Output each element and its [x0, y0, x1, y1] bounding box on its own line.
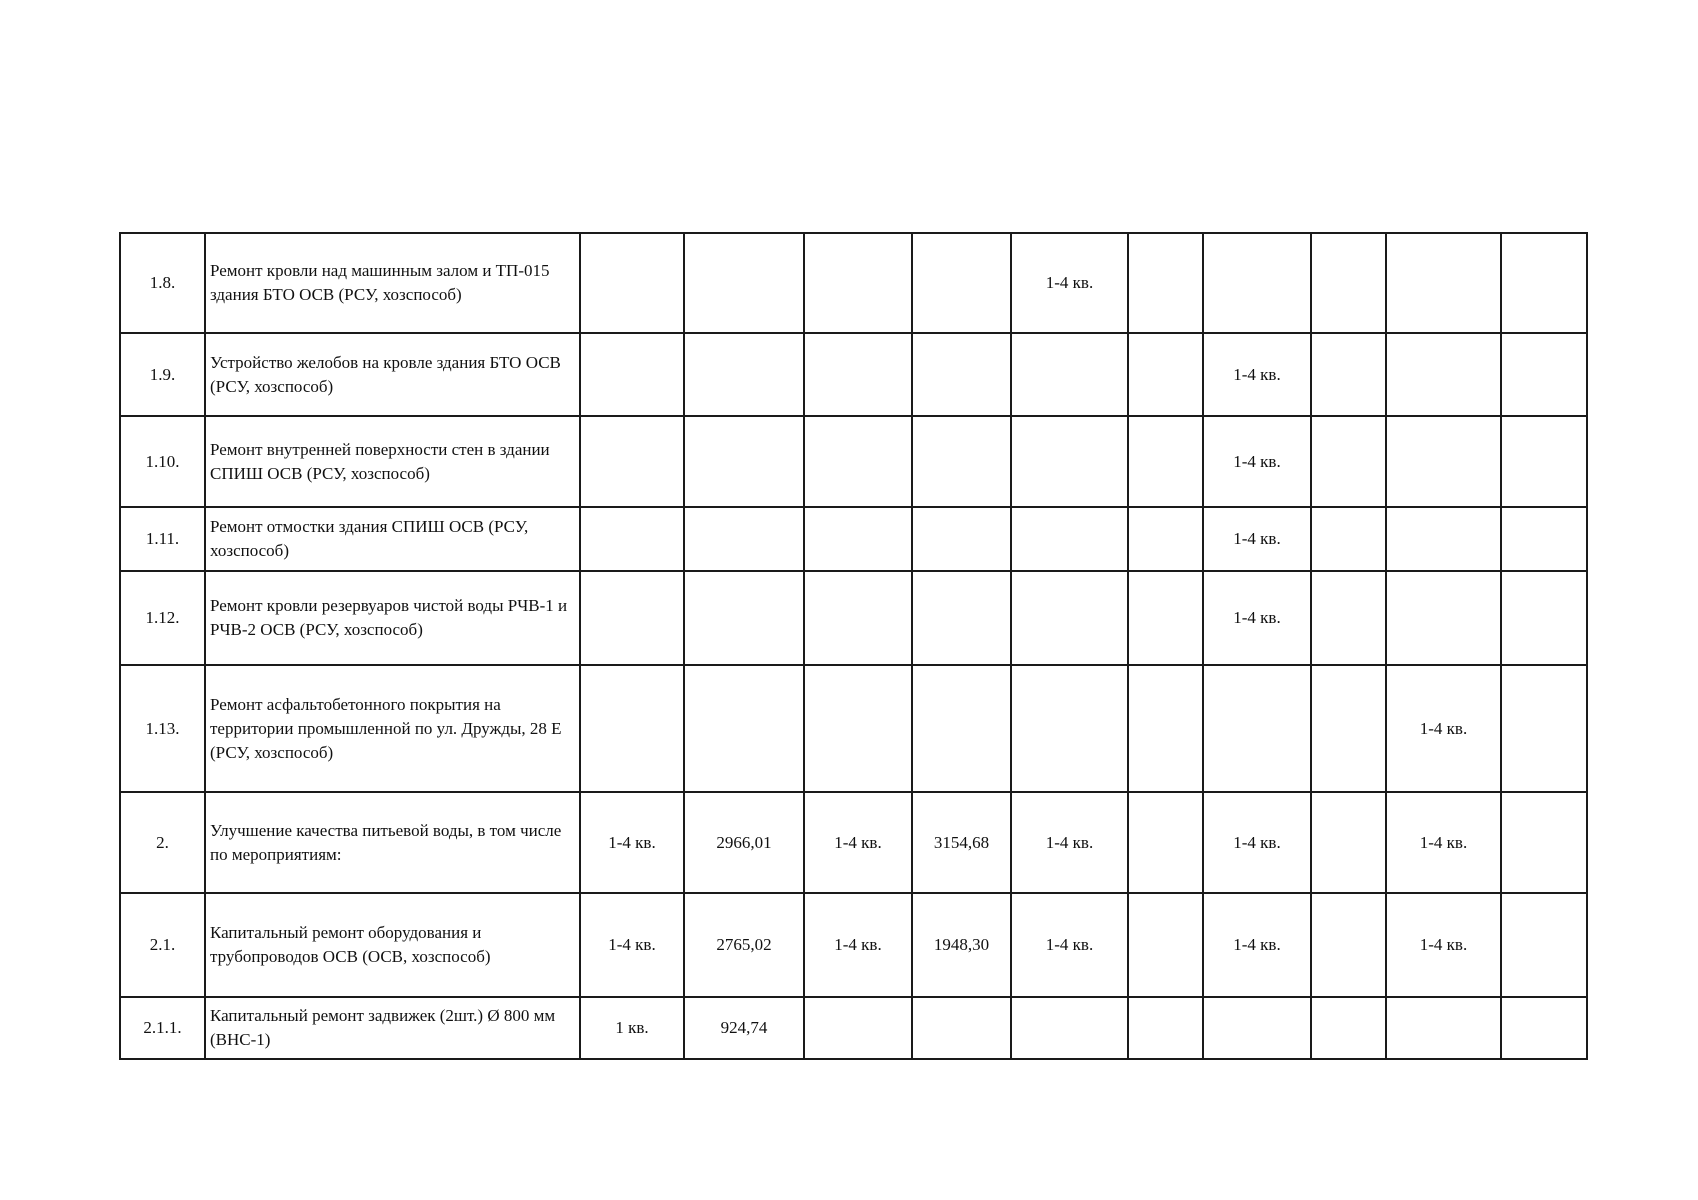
table-cell: [1128, 792, 1203, 893]
table-row: [120, 233, 1587, 333]
table-cell: [1311, 893, 1386, 997]
table-cell: [912, 665, 1011, 792]
table-cell: [1386, 507, 1501, 571]
table-cell: [1128, 333, 1203, 416]
table-cell: [1501, 571, 1587, 665]
table-cell: [1501, 893, 1587, 997]
table-cell: 2765,02: [684, 893, 804, 997]
table-cell: [580, 571, 684, 665]
table-cell: 1-4 кв.: [804, 893, 912, 997]
table-row: [120, 665, 1587, 792]
row-description: Устройство желобов на кровле здания БТО ОСВ (РСУ, хозспособ): [205, 333, 580, 416]
table-cell: [580, 416, 684, 507]
table-cell: [580, 333, 684, 416]
table-cell: [1311, 997, 1386, 1059]
row-number: 1.8.: [120, 233, 205, 333]
table-cell: [1011, 333, 1128, 416]
table-cell: [1386, 997, 1501, 1059]
table-cell: [1011, 571, 1128, 665]
table-cell: [804, 571, 912, 665]
table-cell: [912, 507, 1011, 571]
table-cell: [580, 233, 684, 333]
table-cell: 2966,01: [684, 792, 804, 893]
row-number: 2.1.: [120, 893, 205, 997]
table-cell: [1386, 571, 1501, 665]
table-cell: [1011, 665, 1128, 792]
table-cell: [684, 665, 804, 792]
table-cell: 1-4 кв.: [1203, 507, 1311, 571]
table-cell: 924,74: [684, 997, 804, 1059]
table-cell: [912, 416, 1011, 507]
row-description: Ремонт внутренней поверхности стен в здании СПИШ ОСВ (РСУ, хозспособ): [205, 416, 580, 507]
table-cell: [1311, 571, 1386, 665]
table-cell: [912, 571, 1011, 665]
table-cell: [1128, 665, 1203, 792]
table-row: [120, 507, 1587, 571]
row-description: Улучшение качества питьевой воды, в том числе по мероприятиям:: [205, 792, 580, 893]
table-cell: [1311, 333, 1386, 416]
table-cell: [684, 333, 804, 416]
row-description: Ремонт отмостки здания СПИШ ОСВ (РСУ, хозспособ): [205, 507, 580, 571]
table-cell: [1501, 333, 1587, 416]
table-cell: [1501, 416, 1587, 507]
table-cell: [1203, 997, 1311, 1059]
table-cell: 1-4 кв.: [1203, 333, 1311, 416]
table-cell: [684, 416, 804, 507]
table-cell: [684, 233, 804, 333]
table-row: [120, 893, 1587, 997]
table-cell: 1 кв.: [580, 997, 684, 1059]
table-row: [120, 997, 1587, 1059]
row-number: 2.: [120, 792, 205, 893]
table-cell: 1-4 кв.: [1011, 233, 1128, 333]
table-cell: [684, 507, 804, 571]
row-number: 2.1.1.: [120, 997, 205, 1059]
table-cell: [1311, 507, 1386, 571]
row-number: 1.9.: [120, 333, 205, 416]
table-cell: [804, 507, 912, 571]
table-cell: [912, 233, 1011, 333]
table-cell: [804, 416, 912, 507]
table-cell: [804, 665, 912, 792]
table-cell: 1-4 кв.: [580, 792, 684, 893]
table-row: [120, 792, 1587, 893]
row-description: Капитальный ремонт оборудования и трубопроводов ОСВ (ОСВ, хозспособ): [205, 893, 580, 997]
table-cell: [1311, 665, 1386, 792]
table-cell: [1011, 416, 1128, 507]
table-cell: [580, 665, 684, 792]
table-cell: [1011, 507, 1128, 571]
table-cell: [1203, 233, 1311, 333]
table-cell: [1386, 333, 1501, 416]
table-cell: [1311, 416, 1386, 507]
table-cell: 3154,68: [912, 792, 1011, 893]
table-cell: 1-4 кв.: [1386, 792, 1501, 893]
table-cell: 1-4 кв.: [580, 893, 684, 997]
table-cell: [1203, 665, 1311, 792]
table-cell: [1311, 792, 1386, 893]
table-cell: 1-4 кв.: [804, 792, 912, 893]
table-row: [120, 416, 1587, 507]
table-cell: [1501, 792, 1587, 893]
table-cell: 1-4 кв.: [1011, 792, 1128, 893]
table-cell: [912, 333, 1011, 416]
table-cell: 1-4 кв.: [1203, 416, 1311, 507]
table-cell: [1501, 665, 1587, 792]
table-cell: [1128, 416, 1203, 507]
row-number: 1.12.: [120, 571, 205, 665]
table-cell: [580, 507, 684, 571]
table-cell: [1128, 997, 1203, 1059]
table-row: [120, 571, 1587, 665]
row-number: 1.13.: [120, 665, 205, 792]
table-cell: 1-4 кв.: [1203, 792, 1311, 893]
table-cell: [1311, 233, 1386, 333]
table-cell: [1386, 233, 1501, 333]
table-cell: [1128, 893, 1203, 997]
table-cell: 1948,30: [912, 893, 1011, 997]
table-cell: [684, 571, 804, 665]
row-number: 1.11.: [120, 507, 205, 571]
table-cell: 1-4 кв.: [1203, 571, 1311, 665]
table-cell: [1501, 233, 1587, 333]
row-description: Капитальный ремонт задвижек (2шт.) Ø 800 мм (ВНС-1): [205, 997, 580, 1059]
table-cell: [1501, 997, 1587, 1059]
table-cell: [1011, 997, 1128, 1059]
row-description: Ремонт кровли резервуаров чистой воды РЧВ-1 и РЧВ-2 ОСВ (РСУ, хозспособ): [205, 571, 580, 665]
table-cell: [912, 997, 1011, 1059]
row-number: 1.10.: [120, 416, 205, 507]
table-cell: [1128, 233, 1203, 333]
table-cell: [804, 233, 912, 333]
table-cell: [1386, 416, 1501, 507]
table-cell: [1501, 507, 1587, 571]
table-cell: 1-4 кв.: [1203, 893, 1311, 997]
table-cell: 1-4 кв.: [1386, 665, 1501, 792]
table-cell: [804, 333, 912, 416]
row-description: Ремонт кровли над машинным залом и ТП-015 здания БТО ОСВ (РСУ, хозспособ): [205, 233, 580, 333]
table-cell: [1128, 507, 1203, 571]
table-cell: 1-4 кв.: [1386, 893, 1501, 997]
table-cell: [1128, 571, 1203, 665]
row-description: Ремонт асфальтобетонного покрытия на территории промышленной по ул. Дружды, 28 Е (РСУ, хозспособ): [205, 665, 580, 792]
plan-table: [119, 232, 1588, 1060]
table-cell: [804, 997, 912, 1059]
table-cell: 1-4 кв.: [1011, 893, 1128, 997]
table-row: [120, 333, 1587, 416]
